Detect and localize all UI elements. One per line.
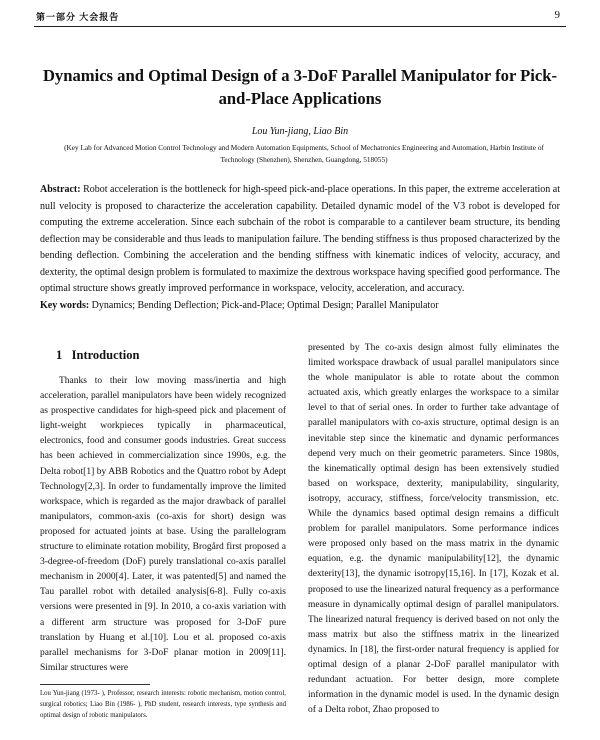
authors: Lou Yun-jiang, Liao Bin bbox=[251, 126, 349, 137]
right-column-text: presented by The co-axis design almost fully eliminates the limited workspace drawback of usual parallel manipulators since the whole manipulator is able to rotate about the common actuated axis, which greatly enlarges the workspace to a similar level to that of serial ones. In order to further take advantage of parallel manipulators with co-axis structure, optimal design is an inevitable step since the kinematic and dynamic performances depend very much on their geometric parameters. Since 1980s, the kinematically optimal design has been extensively studied based on workspace, dexterity, manipulability, singularity, isotropy, accuracy, stiffness, force/velocity transmission, etc. While the dynamics based optimal design remains a difficult problem for parallel manipulators. Some performance indices were proposed only based on the mass matrix in the dynamic equation, e.g. the dynamic manipulability[12], the dynamic dexterity[13], the dynamic isotropy[15,16]. In [17], Kozak et al. proposed to use the linearized natural frequency as a performance measure in dynamically optimal design of parallel manipulators. The linearized natural frequency is derived based on not only the mass matrix but also the stiffness matrix in the linearized dynamics. In [18], the first-order natural frequency is applied for optimal design of a planar 2-DoF parallel manipulator with redundant actuation. For better design, more complete information in the dynamic model is used. In the dynamic design of a Delta robot, Zhao proposed to bbox=[308, 343, 559, 716]
header-rule bbox=[34, 26, 566, 27]
author-footnote: Lou Yun-jiang (1973- ), Professor, research interests: robotic mechanism, motion control, surgical robotics; Liao Bin (1986- ), PhD student, research interests, type synthesis and optimal design of robotic manipulators. bbox=[40, 690, 286, 719]
affiliation: (Key Lab for Advanced Motion Control Technology and Modern Automation Equipments, School of Mechatronics Engineering and Automation, Harbin Institute of Technology (Shenzhen), Shenzhen, Guangdong, 518055) bbox=[64, 143, 544, 164]
abstract-label: Abstract: bbox=[40, 184, 81, 195]
running-header: 第一部分 大会报告 bbox=[36, 12, 120, 22]
left-column-text: Thanks to their low moving mass/inertia and high acceleration, parallel manipulators have been widely recognized as prospective candidates for high-speed pick and placement of light-weight workpieces typically in pharmaceutical, electronics, food and consumer goods industries. Great success has been achieved in commercialization since 1990s, e.g. the Delta robot[1] by ABB Robotics and the Quattro robot by Adept Technology[2,3]. In order to fundamentally improve the limited workspace, which is regarded as the major drawback of parallel manipulators, common-axis (co-axis for short) design was proposed for actuated joints at base. Using the parallelogram structure to eliminate rotation mobility, Brogård first proposed a 3-degree-of-freedom (DoF) purely translational co-axis parallel mechanism in 2000[4]. Later, it was patented[5] and named the Tau parallel robot with detailed analysis[6-8]. Fully co-axis versions were presented in [9]. In 2010, a co-axis variation with a different arm structure was proposed for 3-DoF pure translation by Huang et al.[10]. Lou et al. proposed co-axis parallel mechanisms for 3-DoF planar motion in 2009[11]. Similar structures were bbox=[40, 376, 286, 673]
left-column bbox=[40, 374, 286, 676]
page-number: 9 bbox=[554, 9, 560, 21]
footnote-rule bbox=[40, 684, 150, 685]
abstract-block bbox=[40, 182, 560, 314]
section-number: 1 bbox=[56, 348, 63, 362]
keywords-label: Key words: bbox=[40, 299, 90, 311]
paper-title: Dynamics and Optimal Design of a 3-DoF Parallel Manipulator for Pick-and-Place Applications bbox=[42, 66, 558, 108]
abstract-text: Robot acceleration is the bottleneck for high-speed pick-and-place operations. In this paper, the extreme acceleration at null velocity is proposed to characterize the acceleration capability. Detailed dynamic model of the V3 robot is developed for computing the extreme acceleration. Since each subchain of the robot is comparable to a cantilever beam structure, its bending deflection may be considerable and thus leads to manipulation failure. The bending stiffness is thus proposed characterized by the bending deflection. Combining the acceleration and the bending stiffness with kinematic indices of velocity, accuracy, and dexterity, the optimal design problem is formulated to maximize the dextrous workspace having specified good performance. The optimal structure shows greatly improved performance in workspace, velocity, acceleration, and accuracy. bbox=[40, 184, 561, 294]
keywords bbox=[40, 298, 560, 315]
right-column bbox=[308, 341, 559, 718]
section-title: Introduction bbox=[71, 348, 140, 362]
section-heading bbox=[56, 348, 139, 363]
keywords-text: Dynamics; Bending Deflection; Pick-and-Place; Optimal Design; Parallel Manipulator bbox=[91, 299, 439, 311]
abstract bbox=[40, 182, 560, 298]
